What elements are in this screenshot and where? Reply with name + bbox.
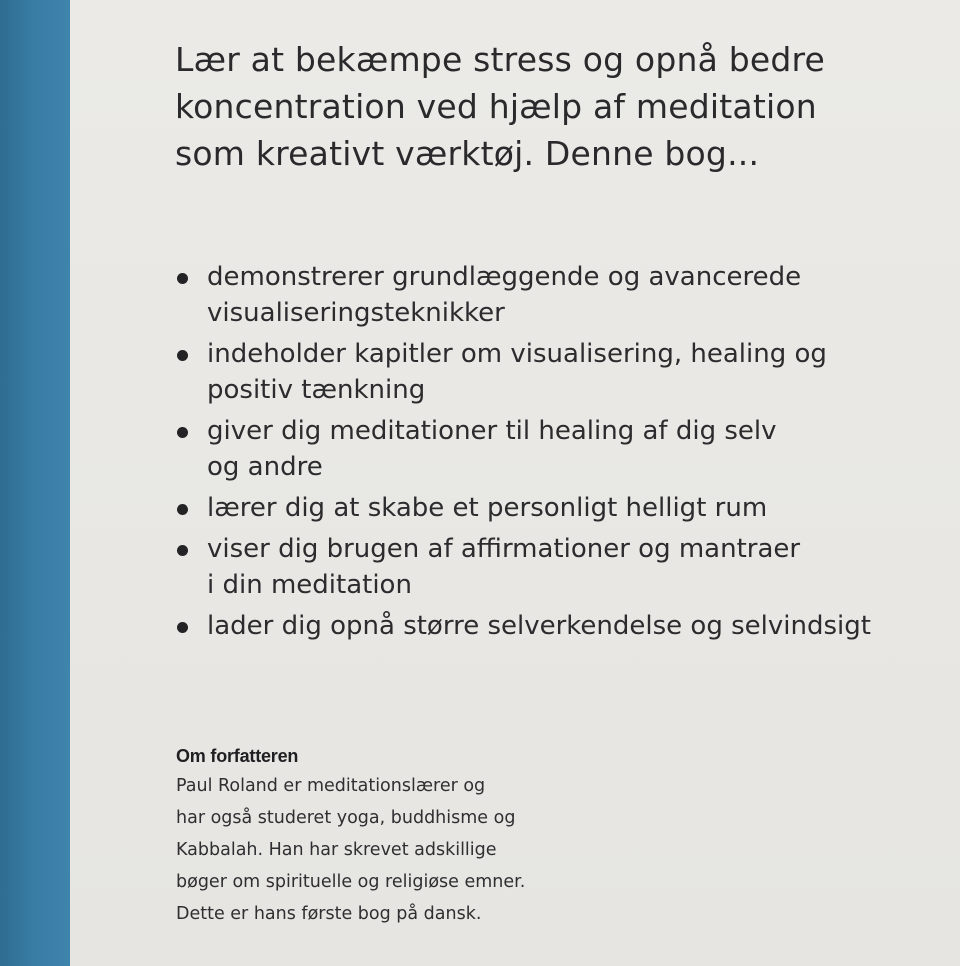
- bullet-text-line: viser dig brugen af affirmationer og mantraer: [207, 534, 801, 564]
- about-author-line: Kabbalah. Han har skrevet adskillige: [176, 840, 497, 860]
- intro-line: Lær at bekæmpe stress og opnå bedre: [175, 40, 826, 79]
- bullet-item: [175, 490, 935, 526]
- bullet-dot-icon: [177, 273, 188, 284]
- about-author-line: har også studeret yoga, buddhisme og: [176, 808, 516, 828]
- bullet-item: [175, 259, 935, 331]
- bullet-text-line: demonstrerer grundlæggende og avancerede: [207, 262, 802, 292]
- intro-line: koncentration ved hjælp af meditation: [175, 87, 817, 126]
- about-author-line: Dette er hans første bog på dansk.: [176, 904, 482, 924]
- bullet-item: [175, 608, 935, 644]
- about-author-section: [176, 742, 596, 930]
- bullet-item: [175, 413, 935, 485]
- bullet-dot-icon: [177, 504, 188, 515]
- feature-bullet-list: [175, 259, 935, 649]
- about-author-line: Paul Roland er meditationslærer og: [176, 776, 486, 796]
- bullet-dot-icon: [177, 545, 188, 556]
- book-spine-blue-band: [0, 0, 70, 966]
- bullet-dot-icon: [177, 622, 188, 633]
- bullet-item: [175, 336, 935, 408]
- bullet-text-line: indeholder kapitler om visualisering, healing og: [207, 339, 827, 369]
- bullet-text-line: lader dig opnå større selverkendelse og selvindsigt: [207, 611, 871, 641]
- bullet-text-line: lærer dig at skabe et personligt helligt rum: [207, 493, 768, 523]
- bullet-text-line: positiv tænkning: [207, 375, 426, 405]
- intro-line: som kreativt værktøj. Denne bog...: [175, 134, 760, 173]
- intro-paragraph: [175, 36, 875, 177]
- bullet-dot-icon: [177, 350, 188, 361]
- about-author-heading: Om forfatteren: [176, 746, 299, 766]
- bullet-dot-icon: [177, 427, 188, 438]
- bullet-text-line: giver dig meditationer til healing af dig selv: [207, 416, 777, 446]
- bullet-item: [175, 531, 935, 603]
- about-author-line: bøger om spirituelle og religiøse emner.: [176, 872, 526, 892]
- bullet-text-line: og andre: [207, 452, 323, 482]
- bullet-text-line: visualiseringsteknikker: [207, 298, 505, 328]
- bullet-text-line: i din meditation: [207, 570, 412, 600]
